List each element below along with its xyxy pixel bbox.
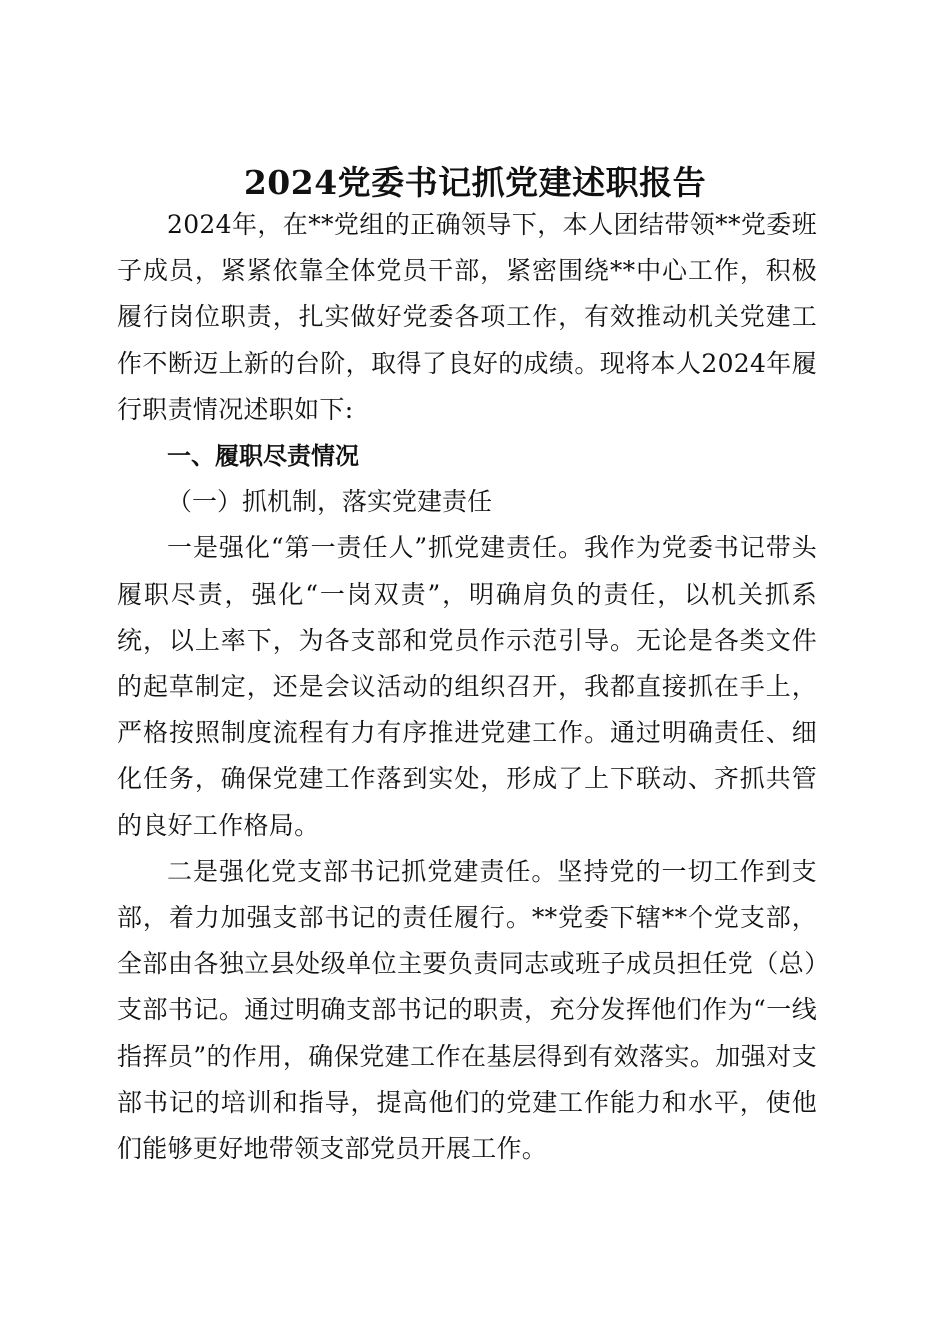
intro-paragraph: 2024年，在**党组的正确领导下，本人团结带领**党委班子成员，紧紧依靠全体党员干部，紧密围绕**中心工作，积极履行岗位职责，扎实做好党委各项工作，有效推动机关党建工作不断迈上新的台阶，取得了良好的成绩。现将本人2024年履行职责情况述职如下:	[117, 210, 817, 424]
paragraph-first-responsibility: 一是强化“第一责任人”抓党建责任。我作为党委书记带头履职尽责，强化“一岗双责”，明确肩负的责任，以机关抓系统，以上率下，为各支部和党员作示范引导。无论是各类文件的起草制定，还是会议活动的组织召开，我都直接抓在手上，严格按照制度流程有力有序推进党建工作。通过明确责任、细化任务，确保党建工作落到实处，形成了上下联动、齐抓共管的良好工作格局。	[117, 533, 817, 840]
document-body	[117, 202, 817, 1172]
document-title: 2024党委书记抓党建述职报告	[243, 163, 707, 203]
subsection-heading: （一）抓机制，落实党建责任	[167, 487, 493, 517]
section-heading: 一、履职尽责情况	[167, 442, 359, 471]
paragraph-branch-secretary: 二是强化党支部书记抓党建责任。坚持党的一切工作到支部，着力加强支部书记的责任履行。**党委下辖**个党支部，全部由各独立县处级单位主要负责同志或班子成员担任党（总）支部书记。通过明确支部书记的职责，充分发挥他们作为“一线指挥员”的作用，确保党建工作在基层得到有效落实。加强对支部书记的培训和指导，提高他们的党建工作能力和水平，使他们能够更好地带领支部党员开展工作。	[117, 856, 817, 1164]
